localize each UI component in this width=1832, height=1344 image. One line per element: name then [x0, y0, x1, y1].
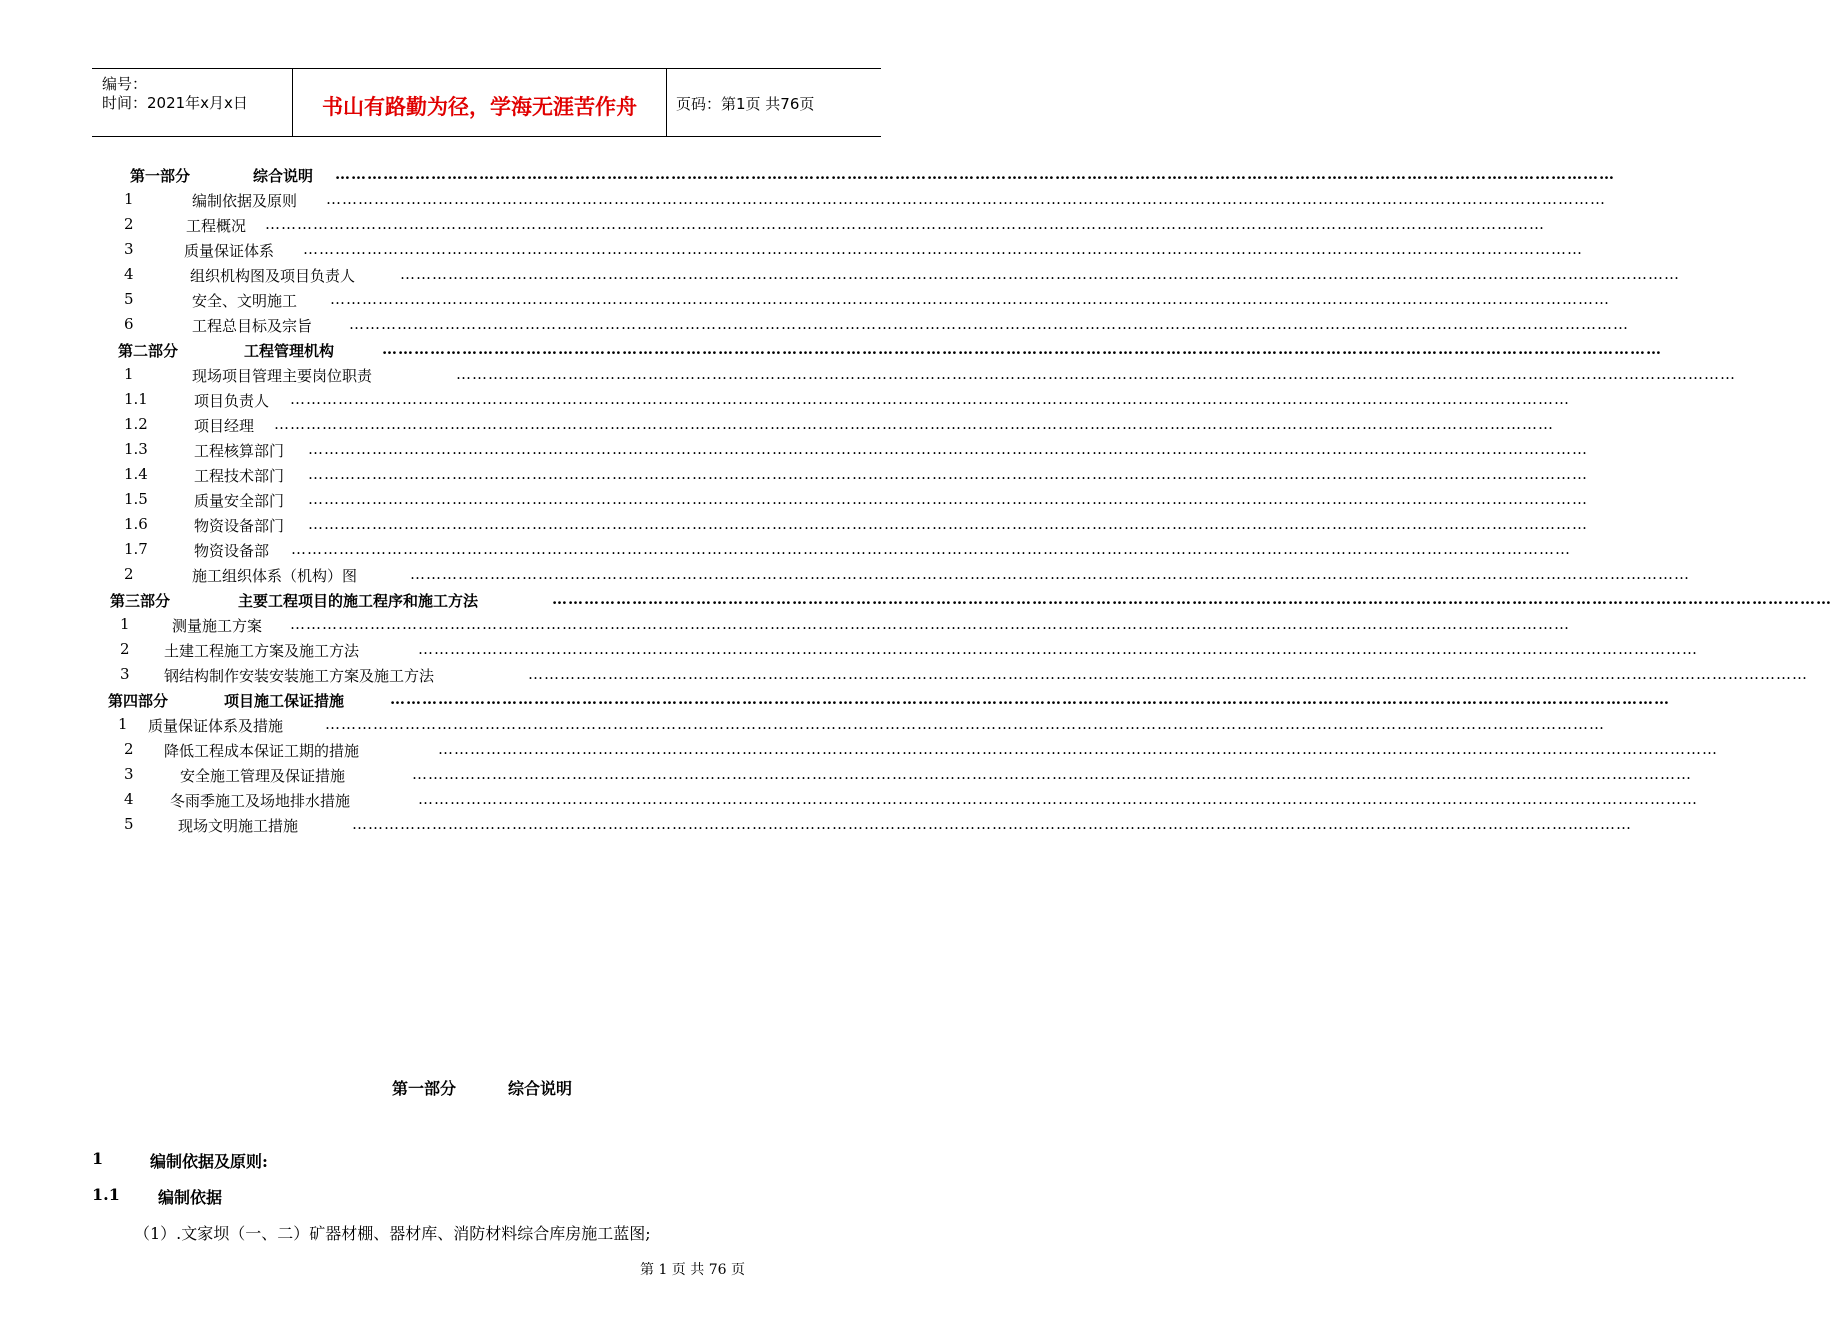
toc-entry-title: 综合说明	[253, 167, 314, 185]
toc-leader-dots: ……………………………………………………………………………………………………………………………………………………………………………………………………………………	[290, 615, 1570, 633]
toc-entry-number: 1	[124, 190, 134, 208]
serial-number-label: 编号：	[102, 75, 148, 93]
toc-entry-number: 2	[124, 565, 134, 583]
toc-leader-dots: ……………………………………………………………………………………………………………………………………………………………………………………………………………………	[382, 340, 1662, 358]
toc-leader-dots: ……………………………………………………………………………………………………………………………………………………………………………………………………………………	[528, 665, 1808, 683]
header-middle-cell	[292, 69, 667, 136]
toc-entry-number: 1.4	[124, 465, 148, 483]
toc-entry-number: 1.3	[124, 440, 148, 458]
document-header	[92, 68, 881, 137]
motto-text: 书山有路勤为径，学海无涯苦作舟	[322, 95, 637, 119]
toc-leader-dots: ……………………………………………………………………………………………………………………………………………………………………………………………………………………	[400, 265, 1680, 283]
toc-entry-title: 工程概况	[186, 217, 247, 235]
toc-entry-number: 3	[124, 240, 134, 258]
toc-leader-dots: ……………………………………………………………………………………………………………………………………………………………………………………………………………………	[274, 415, 1554, 433]
toc-leader-dots: ……………………………………………………………………………………………………………………………………………………………………………………………………………………	[326, 190, 1606, 208]
toc-entry-title: 工程核算部门	[194, 442, 285, 460]
toc-entry-title: 现场项目管理主要岗位职责	[192, 367, 373, 385]
toc-entry-title: 降低工程成本保证工期的措施	[164, 742, 360, 760]
toc-entry-title: 钢结构制作安装安装施工方案及施工方法	[164, 667, 435, 685]
toc-entry[interactable]	[0, 288, 1610, 313]
section-1-1-number: 1.1	[92, 1185, 120, 1204]
toc-leader-dots: ……………………………………………………………………………………………………………………………………………………………………………………………………………………	[308, 515, 1588, 533]
toc-entry[interactable]	[0, 788, 1698, 813]
section-1-number: 1	[92, 1149, 104, 1168]
page-code-label: 页码：第1页 共76页	[676, 95, 815, 113]
toc-entry-number: 5	[124, 290, 134, 308]
toc-entry[interactable]	[0, 188, 1606, 213]
toc-entry[interactable]	[0, 338, 1662, 363]
toc-leader-dots: ……………………………………………………………………………………………………………………………………………………………………………………………………………………	[291, 540, 1571, 558]
toc-entry-title: 冬雨季施工及场地排水措施	[170, 792, 351, 810]
toc-entry-number: 1.7	[124, 540, 148, 558]
toc-entry[interactable]	[0, 663, 1808, 688]
toc-entry[interactable]	[0, 638, 1698, 663]
toc-entry[interactable]	[0, 613, 1570, 638]
toc-entry-title: 物资设备部门	[194, 517, 285, 535]
toc-entry[interactable]	[0, 238, 1583, 263]
toc-entry-title: 安全施工管理及保证措施	[180, 767, 346, 785]
toc-entry-title: 组织机构图及项目负责人	[190, 267, 356, 285]
toc-leader-dots: ……………………………………………………………………………………………………………………………………………………………………………………………………………………	[303, 240, 1583, 258]
toc-entry-number: 1.5	[124, 490, 148, 508]
toc-entry-number: 1.1	[124, 390, 148, 408]
toc-entry[interactable]	[0, 688, 1670, 713]
page-footer: 第 1 页 共 76 页	[640, 1262, 745, 1278]
toc-entry-number: 1	[118, 715, 128, 733]
toc-entry-number: 1.2	[124, 415, 148, 433]
toc-leader-dots: ……………………………………………………………………………………………………………………………………………………………………………………………………………………	[325, 715, 1605, 733]
toc-entry-title: 质量保证体系及措施	[148, 717, 284, 735]
header-left-cell	[92, 69, 292, 136]
toc-entry-number: 5	[124, 815, 134, 833]
toc-leader-dots: ……………………………………………………………………………………………………………………………………………………………………………………………………………………	[552, 590, 1832, 608]
toc-leader-dots: ……………………………………………………………………………………………………………………………………………………………………………………………………………………	[349, 315, 1629, 333]
toc-entry-number: 第二部分	[118, 342, 179, 360]
toc-leader-dots: ……………………………………………………………………………………………………………………………………………………………………………………………………………………	[335, 165, 1615, 183]
toc-entry[interactable]	[0, 513, 1588, 538]
toc-entry-title: 物资设备部	[194, 542, 270, 560]
toc-leader-dots: ……………………………………………………………………………………………………………………………………………………………………………………………………………………	[412, 765, 1692, 783]
toc-entry-title: 施工组织体系（机构）图	[192, 567, 358, 585]
toc-leader-dots: ……………………………………………………………………………………………………………………………………………………………………………………………………………………	[265, 215, 1545, 233]
toc-leader-dots: ……………………………………………………………………………………………………………………………………………………………………………………………………………………	[456, 365, 1736, 383]
toc-entry-title: 工程技术部门	[194, 467, 285, 485]
toc-entry-number: 4	[124, 265, 134, 283]
toc-leader-dots: ……………………………………………………………………………………………………………………………………………………………………………………………………………………	[418, 790, 1698, 808]
toc-leader-dots: ……………………………………………………………………………………………………………………………………………………………………………………………………………………	[418, 640, 1698, 658]
toc-entry-number: 2	[124, 740, 134, 758]
toc-entry-title: 质量保证体系	[184, 242, 275, 260]
toc-entry[interactable]	[0, 213, 1545, 238]
toc-entry-number: 1.6	[124, 515, 148, 533]
toc-entry[interactable]	[0, 588, 1832, 613]
toc-entry[interactable]	[0, 713, 1605, 738]
toc-entry[interactable]	[0, 463, 1588, 488]
toc-entry[interactable]	[0, 438, 1588, 463]
part-title: 综合说明	[508, 1079, 573, 1098]
toc-entry-number: 1	[120, 615, 130, 633]
toc-entry[interactable]	[0, 763, 1692, 788]
toc-entry-title: 工程总目标及宗旨	[192, 317, 313, 335]
toc-leader-dots: ……………………………………………………………………………………………………………………………………………………………………………………………………………………	[410, 565, 1690, 583]
toc-entry[interactable]	[0, 488, 1588, 513]
toc-leader-dots: ……………………………………………………………………………………………………………………………………………………………………………………………………………………	[308, 490, 1588, 508]
toc-entry-title: 项目施工保证措施	[224, 692, 345, 710]
part-number: 第一部分	[392, 1079, 457, 1098]
toc-entry-title: 项目负责人	[194, 392, 270, 410]
toc-entry-title: 土建工程施工方案及施工方法	[164, 642, 360, 660]
toc-entry-number: 6	[124, 315, 134, 333]
paragraph-1: （1）.文家坝（一、二）矿器材棚、器材库、消防材料综合库房施工蓝图;	[134, 1224, 651, 1243]
toc-leader-dots: ……………………………………………………………………………………………………………………………………………………………………………………………………………………	[390, 690, 1670, 708]
date-label: 时间：2021年x月x日	[102, 94, 248, 112]
toc-entry[interactable]	[0, 538, 1571, 563]
section-1-title: 编制依据及原则:	[150, 1152, 268, 1171]
toc-entry[interactable]	[0, 563, 1690, 588]
section-1-1-title: 编制依据	[158, 1188, 223, 1207]
toc-entry-number: 第一部分	[130, 167, 191, 185]
toc-entry[interactable]	[0, 363, 1736, 388]
toc-entry-number: 1	[124, 365, 134, 383]
toc-entry-number: 4	[124, 790, 134, 808]
toc-entry[interactable]	[0, 313, 1629, 338]
toc-entry-title: 主要工程项目的施工程序和施工方法	[238, 592, 479, 610]
toc-entry-number: 2	[124, 215, 134, 233]
toc-entry-title: 安全、文明施工	[192, 292, 298, 310]
header-right-cell	[666, 69, 881, 136]
toc-entry-number: 2	[120, 640, 130, 658]
toc-entry[interactable]	[0, 413, 1554, 438]
toc-leader-dots: ……………………………………………………………………………………………………………………………………………………………………………………………………………………	[438, 740, 1718, 758]
toc-leader-dots: ……………………………………………………………………………………………………………………………………………………………………………………………………………………	[308, 465, 1588, 483]
toc-leader-dots: ……………………………………………………………………………………………………………………………………………………………………………………………………………………	[352, 815, 1632, 833]
toc-entry[interactable]	[0, 813, 1632, 838]
toc-entry-title: 编制依据及原则	[192, 192, 298, 210]
toc-entry-number: 第四部分	[108, 692, 169, 710]
toc-entry[interactable]	[0, 163, 1615, 188]
toc-entry-title: 项目经理	[194, 417, 255, 435]
toc-entry-number: 第三部分	[110, 592, 171, 610]
toc-leader-dots: ……………………………………………………………………………………………………………………………………………………………………………………………………………………	[308, 440, 1588, 458]
toc-entry-number: 3	[124, 765, 134, 783]
toc-leader-dots: ……………………………………………………………………………………………………………………………………………………………………………………………………………………	[330, 290, 1610, 308]
toc-entry-title: 测量施工方案	[172, 617, 263, 635]
toc-entry[interactable]	[0, 388, 1570, 413]
toc-entry[interactable]	[0, 263, 1680, 288]
toc-entry[interactable]	[0, 738, 1718, 763]
toc-entry-title: 工程管理机构	[244, 342, 335, 360]
toc-entry-number: 3	[120, 665, 130, 683]
toc-entry-title: 质量安全部门	[194, 492, 285, 510]
toc-entry-title: 现场文明施工措施	[178, 817, 299, 835]
toc-leader-dots: ……………………………………………………………………………………………………………………………………………………………………………………………………………………	[290, 390, 1570, 408]
